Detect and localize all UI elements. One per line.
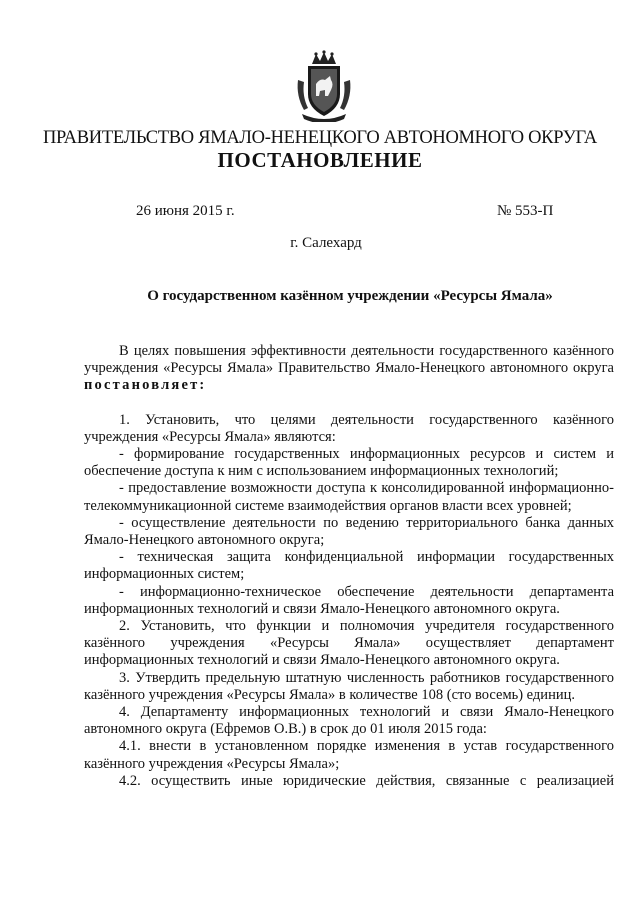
item-4: 4. Департаменту информационных технологий и связи Ямало-Ненецкого автономного округа (Ефремов О.В.) в срок до 01 июля 2015 года: bbox=[84, 704, 614, 738]
item-4-2: 4.2. осуществить иные юридические действия, связанные с реализацией bbox=[119, 772, 614, 789]
document-number: № 553-П bbox=[497, 203, 554, 219]
coat-of-arms-emblem bbox=[294, 50, 354, 122]
item-1-bullet-2: - предоставление возможности доступа к консолидированной информационно-телекоммуникационной системе взаимодействия органов власти всех уровней; bbox=[84, 480, 614, 514]
item-1: 1. Установить, что целями деятельности государственного казённого учреждения «Ресурсы Ямала» являются: bbox=[84, 411, 614, 445]
item-3: 3. Утвердить предельную штатную численность работников государственного казённого учреждения «Ресурсы Ямала» в количестве 108 (сто восемь) единиц. bbox=[84, 669, 614, 703]
document-city: г. Салехард bbox=[290, 235, 362, 251]
item-1-bullet-5: - информационно-техническое обеспечение деятельности департамента информационных технологий и связи Ямало-Ненецкого автономного округа. bbox=[84, 583, 614, 617]
decree-word: постановляет: bbox=[84, 377, 207, 394]
item-1-bullet-3: - осуществление деятельности по ведению территориального банка данных Ямало-Ненецкого автономного округа; bbox=[84, 514, 614, 549]
document-title: О государственном казённом учреждении «Ресурсы Ямала» bbox=[147, 288, 553, 304]
item-1-bullet-4: - техническая защита конфиденциальной информации государственных информационных систем; bbox=[84, 549, 614, 583]
preamble-text: В целях повышения эффективности деятельности государственного казённого учреждения «Ресурсы Ямала» Правительство Ямало-Ненецкого автономного округа bbox=[84, 343, 614, 377]
item-1-bullet-1: - формирование государственных информационных ресурсов и систем и обеспечение доступа к ним с использованием информационных технологий; bbox=[84, 446, 614, 480]
preamble bbox=[84, 343, 614, 395]
document-type: ПОСТАНОВЛЕНИЕ bbox=[217, 148, 423, 172]
government-name: ПРАВИТЕЛЬСТВО ЯМАЛО-НЕНЕЦКОГО АВТОНОМНОГО ОКРУГА bbox=[43, 128, 597, 148]
document-body bbox=[84, 343, 614, 790]
item-2: 2. Установить, что функции и полномочия учредителя государственного казённого учреждения «Ресурсы Ямала» осуществляет департамент информационных технологий и связи Ямало-Ненецкого автономного округа. bbox=[84, 618, 614, 669]
item-4-1: 4.1. внести в установленном порядке изменения в устав государственного казённого учреждения «Ресурсы Ямала»; bbox=[84, 738, 614, 772]
spacer bbox=[84, 395, 614, 412]
document-date: 26 июня 2015 г. bbox=[136, 203, 235, 219]
